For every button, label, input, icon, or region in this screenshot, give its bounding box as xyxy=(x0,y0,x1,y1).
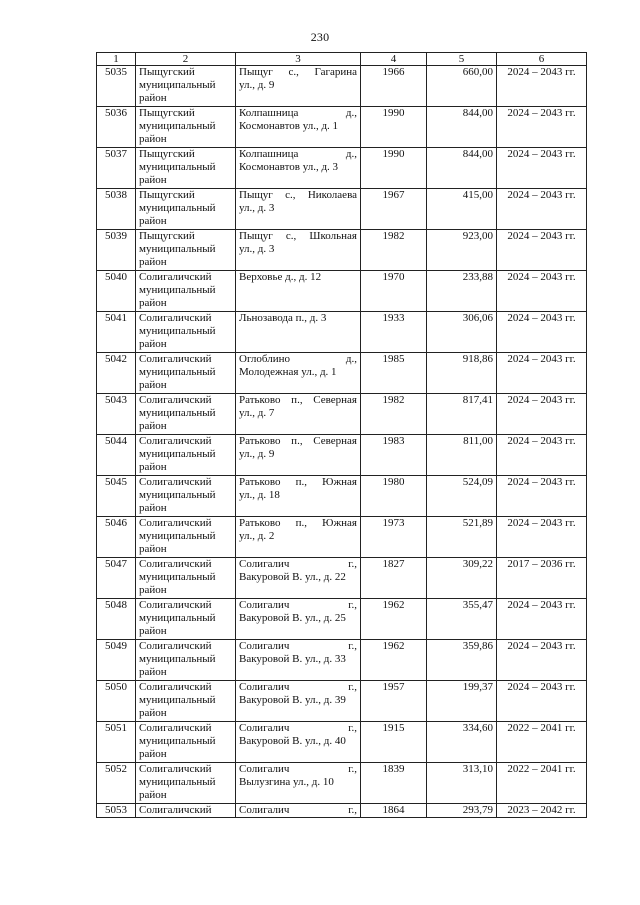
district-line: Пыщугский xyxy=(139,230,195,242)
district-line: Пыщугский xyxy=(139,148,195,160)
record-number: 5049 xyxy=(97,640,136,681)
district-name xyxy=(136,312,236,353)
table-row xyxy=(97,353,587,394)
district-line: район xyxy=(139,92,167,104)
record-number: 5047 xyxy=(97,558,136,599)
build-year: 1827 xyxy=(361,558,427,599)
total-area: 811,00 xyxy=(427,435,497,476)
district-line: Солигаличский xyxy=(139,681,212,693)
district-name xyxy=(136,722,236,763)
district-line: Пыщугский xyxy=(139,107,195,119)
address-line: Космонавтов ул., д. 1 xyxy=(239,120,339,132)
build-year: 1967 xyxy=(361,189,427,230)
repair-period: 2024 – 2043 гг. xyxy=(497,66,587,107)
build-year: 1933 xyxy=(361,312,427,353)
district-line: Солигаличский xyxy=(139,353,212,365)
district-line: Солигаличский xyxy=(139,435,212,447)
record-number: 5038 xyxy=(97,189,136,230)
address-line: Вакуровой В. ул., д. 22 xyxy=(239,571,346,583)
address-line: Вакуровой В. ул., д. 25 xyxy=(239,612,346,624)
district-name xyxy=(136,681,236,722)
district-line: Солигаличский xyxy=(139,394,212,406)
district-name xyxy=(136,558,236,599)
total-area: 844,00 xyxy=(427,148,497,189)
repair-period: 2024 – 2043 гг. xyxy=(497,353,587,394)
district-line: Солигаличский xyxy=(139,312,212,324)
address xyxy=(236,66,361,107)
district-line: Солигаличский xyxy=(139,640,212,652)
total-area: 524,09 xyxy=(427,476,497,517)
repair-period: 2024 – 2043 гг. xyxy=(497,189,587,230)
repair-period: 2022 – 2041 гг. xyxy=(497,722,587,763)
address xyxy=(236,517,361,558)
district-line: район xyxy=(139,707,167,719)
total-area: 334,60 xyxy=(427,722,497,763)
build-year: 1973 xyxy=(361,517,427,558)
record-number: 5041 xyxy=(97,312,136,353)
address-line: Солигалич г., xyxy=(239,722,357,734)
total-area: 923,00 xyxy=(427,230,497,271)
address-line: Колпашница д., xyxy=(239,148,357,160)
address-line: Солигалич г., xyxy=(239,640,357,652)
table-row xyxy=(97,763,587,804)
address-line: Пыщуг с., Школьная xyxy=(239,230,357,242)
repair-period: 2024 – 2043 гг. xyxy=(497,148,587,189)
district-line: район xyxy=(139,338,167,350)
address-line: Льнозавода п., д. 3 xyxy=(239,312,327,324)
column-header-6: 6 xyxy=(497,53,587,66)
address xyxy=(236,435,361,476)
address xyxy=(236,312,361,353)
build-year: 1980 xyxy=(361,476,427,517)
district-line: район xyxy=(139,502,167,514)
district-line: район xyxy=(139,789,167,801)
build-year: 1982 xyxy=(361,394,427,435)
build-year: 1962 xyxy=(361,640,427,681)
district-line: Солигаличский xyxy=(139,722,212,734)
table-row xyxy=(97,271,587,312)
record-number: 5044 xyxy=(97,435,136,476)
district-line: район xyxy=(139,379,167,391)
repair-period: 2024 – 2043 гг. xyxy=(497,599,587,640)
address-line: Ратьково п., Южная xyxy=(239,517,357,529)
address-line: Колпашница д., xyxy=(239,107,357,119)
build-year: 1983 xyxy=(361,435,427,476)
address-line: ул., д. 9 xyxy=(239,448,275,460)
district-name xyxy=(136,148,236,189)
address xyxy=(236,394,361,435)
total-area: 415,00 xyxy=(427,189,497,230)
district-line: район xyxy=(139,748,167,760)
total-area: 293,79 xyxy=(427,804,497,818)
address-line: Вакуровой В. ул., д. 40 xyxy=(239,735,346,747)
district-line: муниципальный xyxy=(139,612,216,624)
build-year: 1839 xyxy=(361,763,427,804)
district-line: район xyxy=(139,133,167,145)
repair-period: 2024 – 2043 гг. xyxy=(497,681,587,722)
district-line: район xyxy=(139,584,167,596)
build-year: 1970 xyxy=(361,271,427,312)
table-row xyxy=(97,558,587,599)
column-number-row xyxy=(97,53,587,66)
table-row xyxy=(97,681,587,722)
address-line: Пыщуг с., Гагарина xyxy=(239,66,357,78)
address xyxy=(236,476,361,517)
district-line: район xyxy=(139,543,167,555)
district-name xyxy=(136,271,236,312)
total-area: 660,00 xyxy=(427,66,497,107)
housing-registry-table xyxy=(96,52,587,818)
record-number: 5051 xyxy=(97,722,136,763)
address xyxy=(236,148,361,189)
address-line: ул., д. 7 xyxy=(239,407,275,419)
total-area: 355,47 xyxy=(427,599,497,640)
district-line: Солигаличский xyxy=(139,476,212,488)
column-header-5: 5 xyxy=(427,53,497,66)
district-line: муниципальный xyxy=(139,202,216,214)
page-number: 230 xyxy=(310,30,330,44)
district-name xyxy=(136,189,236,230)
district-line: муниципальный xyxy=(139,407,216,419)
district-line: район xyxy=(139,297,167,309)
table-row xyxy=(97,107,587,148)
table-row xyxy=(97,148,587,189)
repair-period: 2024 – 2043 гг. xyxy=(497,394,587,435)
address xyxy=(236,189,361,230)
district-line: муниципальный xyxy=(139,571,216,583)
total-area: 233,88 xyxy=(427,271,497,312)
address xyxy=(236,107,361,148)
district-name xyxy=(136,435,236,476)
column-header-1: 1 xyxy=(97,53,136,66)
district-line: район xyxy=(139,215,167,227)
total-area: 918,86 xyxy=(427,353,497,394)
address-line: ул., д. 3 xyxy=(239,202,275,214)
address-line: ул., д. 9 xyxy=(239,79,275,91)
build-year: 1962 xyxy=(361,599,427,640)
address xyxy=(236,271,361,312)
record-number: 5048 xyxy=(97,599,136,640)
record-number: 5037 xyxy=(97,148,136,189)
build-year: 1985 xyxy=(361,353,427,394)
address xyxy=(236,353,361,394)
district-line: муниципальный xyxy=(139,653,216,665)
district-name xyxy=(136,804,236,818)
table-row xyxy=(97,66,587,107)
district-line: Солигаличский xyxy=(139,599,212,611)
district-line: муниципальный xyxy=(139,489,216,501)
build-year: 1990 xyxy=(361,148,427,189)
record-number: 5050 xyxy=(97,681,136,722)
address-line: Солигалич г., xyxy=(239,558,357,570)
column-header-2: 2 xyxy=(136,53,236,66)
district-line: Солигаличский xyxy=(139,763,212,775)
address xyxy=(236,722,361,763)
address-line: Солигалич г., xyxy=(239,804,357,816)
address-line: Вакуровой В. ул., д. 39 xyxy=(239,694,346,706)
column-header-3: 3 xyxy=(236,53,361,66)
district-line: Пыщугский xyxy=(139,189,195,201)
repair-period: 2024 – 2043 гг. xyxy=(497,517,587,558)
district-line: район xyxy=(139,420,167,432)
district-name xyxy=(136,476,236,517)
table-row xyxy=(97,394,587,435)
address-line: ул., д. 3 xyxy=(239,243,275,255)
address-line: Космонавтов ул., д. 3 xyxy=(239,161,339,173)
district-line: муниципальный xyxy=(139,530,216,542)
district-line: муниципальный xyxy=(139,79,216,91)
repair-period: 2024 – 2043 гг. xyxy=(497,435,587,476)
record-number: 5052 xyxy=(97,763,136,804)
district-line: район xyxy=(139,174,167,186)
build-year: 1957 xyxy=(361,681,427,722)
district-line: муниципальный xyxy=(139,735,216,747)
repair-period: 2022 – 2041 гг. xyxy=(497,763,587,804)
address xyxy=(236,804,361,818)
total-area: 306,06 xyxy=(427,312,497,353)
address-line: Верховье д., д. 12 xyxy=(239,271,322,283)
address-line: Солигалич г., xyxy=(239,599,357,611)
table-row xyxy=(97,599,587,640)
address xyxy=(236,230,361,271)
record-number: 5040 xyxy=(97,271,136,312)
table-row xyxy=(97,640,587,681)
district-line: муниципальный xyxy=(139,120,216,132)
address xyxy=(236,599,361,640)
record-number: 5043 xyxy=(97,394,136,435)
district-line: Солигаличский xyxy=(139,271,212,283)
district-line: Солигаличский xyxy=(139,558,212,570)
address-line: Вакуровой В. ул., д. 33 xyxy=(239,653,346,665)
record-number: 5035 xyxy=(97,66,136,107)
table-row xyxy=(97,189,587,230)
district-name xyxy=(136,66,236,107)
district-line: район xyxy=(139,625,167,637)
address xyxy=(236,681,361,722)
address xyxy=(236,640,361,681)
district-line: муниципальный xyxy=(139,776,216,788)
repair-period: 2024 – 2043 гг. xyxy=(497,107,587,148)
repair-period: 2024 – 2043 гг. xyxy=(497,312,587,353)
address-line: Оглоблино д., xyxy=(239,353,357,365)
record-number: 5042 xyxy=(97,353,136,394)
total-area: 309,22 xyxy=(427,558,497,599)
column-header-4: 4 xyxy=(361,53,427,66)
build-year: 1915 xyxy=(361,722,427,763)
address xyxy=(236,763,361,804)
address-line: Вылузгина ул., д. 10 xyxy=(239,776,334,788)
repair-period: 2024 – 2043 гг. xyxy=(497,476,587,517)
repair-period: 2023 – 2042 гг. xyxy=(497,804,587,818)
repair-period: 2024 – 2043 гг. xyxy=(497,230,587,271)
address-line: Солигалич г., xyxy=(239,681,357,693)
table-row xyxy=(97,722,587,763)
total-area: 817,41 xyxy=(427,394,497,435)
district-name xyxy=(136,394,236,435)
table-row xyxy=(97,476,587,517)
table-row xyxy=(97,804,587,818)
district-name xyxy=(136,517,236,558)
district-name xyxy=(136,107,236,148)
address-line: Солигалич г., xyxy=(239,763,357,775)
address-line: Ратьково п., Северная xyxy=(239,394,357,406)
repair-period: 2024 – 2043 гг. xyxy=(497,271,587,312)
total-area: 521,89 xyxy=(427,517,497,558)
repair-period: 2024 – 2043 гг. xyxy=(497,640,587,681)
address-line: ул., д. 18 xyxy=(239,489,280,501)
record-number: 5036 xyxy=(97,107,136,148)
district-line: Солигаличский xyxy=(139,804,212,816)
record-number: 5045 xyxy=(97,476,136,517)
total-area: 313,10 xyxy=(427,763,497,804)
district-line: район xyxy=(139,666,167,678)
district-name xyxy=(136,599,236,640)
district-name xyxy=(136,353,236,394)
table-row xyxy=(97,517,587,558)
district-line: муниципальный xyxy=(139,161,216,173)
district-line: Пыщугский xyxy=(139,66,195,78)
build-year: 1966 xyxy=(361,66,427,107)
address-line: ул., д. 2 xyxy=(239,530,275,542)
table-body xyxy=(97,66,587,818)
district-line: муниципальный xyxy=(139,284,216,296)
total-area: 359,86 xyxy=(427,640,497,681)
total-area: 199,37 xyxy=(427,681,497,722)
build-year: 1864 xyxy=(361,804,427,818)
district-line: муниципальный xyxy=(139,325,216,337)
table-row xyxy=(97,230,587,271)
address-line: Ратьково п., Северная xyxy=(239,435,357,447)
district-line: район xyxy=(139,256,167,268)
record-number: 5046 xyxy=(97,517,136,558)
address xyxy=(236,558,361,599)
record-number: 5039 xyxy=(97,230,136,271)
build-year: 1990 xyxy=(361,107,427,148)
district-line: район xyxy=(139,461,167,473)
table-row xyxy=(97,435,587,476)
district-line: муниципальный xyxy=(139,448,216,460)
repair-period: 2017 – 2036 гг. xyxy=(497,558,587,599)
table-row xyxy=(97,312,587,353)
district-line: Солигаличский xyxy=(139,517,212,529)
total-area: 844,00 xyxy=(427,107,497,148)
address-line: Ратьково п., Южная xyxy=(239,476,357,488)
district-name xyxy=(136,230,236,271)
district-name xyxy=(136,763,236,804)
address-line: Молодежная ул., д. 1 xyxy=(239,366,337,378)
build-year: 1982 xyxy=(361,230,427,271)
district-line: муниципальный xyxy=(139,243,216,255)
district-line: муниципальный xyxy=(139,366,216,378)
district-line: муниципальный xyxy=(139,694,216,706)
record-number: 5053 xyxy=(97,804,136,818)
district-name xyxy=(136,640,236,681)
address-line: Пыщуг с., Николаева xyxy=(239,189,357,201)
